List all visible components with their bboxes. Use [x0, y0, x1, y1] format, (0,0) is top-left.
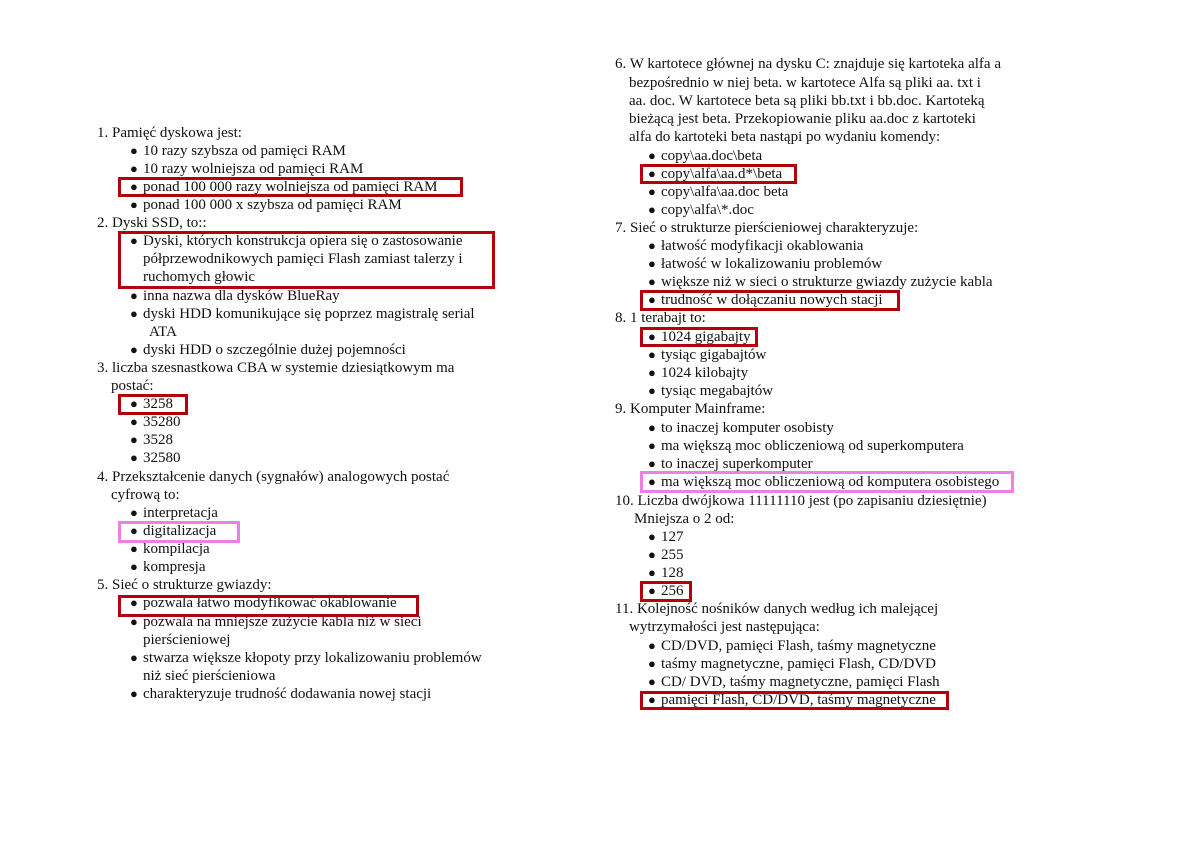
bullet-icon: ●: [648, 529, 656, 544]
bullet-icon: ●: [648, 674, 656, 689]
question-line: [629, 74, 981, 92]
line-text: 9. Komputer Mainframe:: [615, 401, 766, 417]
bullet-icon: ●: [130, 541, 138, 556]
line-text: 6. W kartotece głównej na dysku C: znajduje się kartoteka alfa a: [615, 56, 1001, 72]
question-line: [615, 55, 1001, 73]
bullet-icon: ●: [648, 238, 656, 253]
line-text: 5. Sieć o strukturze gwiazdy:: [97, 577, 272, 593]
question-line: [143, 250, 462, 268]
line-text: tysiąc gigabajtów: [661, 347, 767, 363]
line-text: tysiąc megabajtów: [661, 383, 774, 399]
line-text: 10. Liczba dwójkowa 11111110 jest (po zapisaniu dziesiętnie): [615, 493, 987, 509]
line-text: taśmy magnetyczne, pamięci Flash, CD/DVD: [661, 656, 936, 672]
answer-option: [648, 291, 883, 309]
answer-option: [648, 473, 999, 491]
line-text: dyski HDD komunikujące się poprzez magistralę serial: [143, 306, 475, 322]
bullet-icon: ●: [130, 432, 138, 447]
line-text: alfa do kartoteki beta nastąpi po wydaniu komendy:: [629, 129, 941, 145]
line-text: Mniejsza o 2 od:: [634, 511, 735, 527]
question-line: [143, 268, 255, 286]
line-text: to inaczej komputer osobisty: [661, 420, 834, 436]
answer-option: [648, 147, 762, 165]
bullet-icon: ●: [130, 197, 138, 212]
question-line: [629, 110, 976, 128]
question-line: [149, 323, 177, 341]
bullet-icon: ●: [130, 595, 138, 610]
line-text: ponad 100 000 x szybsza od pamięci RAM: [143, 197, 402, 213]
line-text: postać:: [111, 378, 154, 394]
line-text: 7. Sieć o strukturze pierścieniowej charakteryzuje:: [615, 220, 919, 236]
bullet-icon: ●: [130, 143, 138, 158]
bullet-icon: ●: [648, 456, 656, 471]
answer-option: [648, 364, 748, 382]
answer-option: [648, 273, 993, 291]
bullet-icon: ●: [648, 420, 656, 435]
question-line: [615, 219, 918, 237]
answer-option: [648, 382, 773, 400]
line-text: 2. Dyski SSD, to::: [97, 215, 207, 231]
line-text: 1024 gigabajty: [661, 329, 751, 345]
line-text: pierścieniowej: [143, 632, 231, 648]
line-text: CD/DVD, pamięci Flash, taśmy magnetyczne: [661, 638, 936, 654]
question-line: [629, 128, 940, 146]
line-text: niż sieć pierścieniowa: [143, 668, 276, 684]
answer-option: [130, 522, 216, 540]
question-line: [615, 600, 938, 618]
line-text: ruchomych głowic: [143, 269, 256, 285]
line-text: kompresja: [143, 559, 206, 575]
line-text: ATA: [149, 324, 177, 340]
answer-option: [648, 455, 813, 473]
bullet-icon: ●: [130, 686, 138, 701]
line-text: 1024 kilobajty: [661, 365, 749, 381]
question-line: [634, 510, 734, 528]
answer-option: [648, 237, 863, 255]
line-text: copy\alfa\aa.doc beta: [661, 184, 789, 200]
answer-option: [130, 431, 173, 449]
bullet-icon: ●: [648, 274, 656, 289]
bullet-icon: ●: [648, 148, 656, 163]
bullet-icon: ●: [130, 396, 138, 411]
question-line: [111, 486, 180, 504]
question-line: [97, 576, 272, 594]
answer-option: [648, 419, 834, 437]
question-line: [97, 214, 207, 232]
answer-option: [130, 540, 210, 558]
line-text: 11. Kolejność nośników danych według ich malejącej: [615, 601, 939, 617]
bullet-icon: ●: [130, 450, 138, 465]
line-text: trudność w dołączaniu nowych stacji: [661, 292, 883, 308]
bullet-icon: ●: [648, 166, 656, 181]
question-line: [629, 618, 820, 636]
bullet-icon: ●: [130, 179, 138, 194]
answer-option: [130, 196, 402, 214]
line-text: pozwala łatwo modyfikować okablowanie: [143, 595, 397, 611]
line-text: stwarza większe kłopoty przy lokalizowaniu problemów: [143, 650, 482, 666]
line-text: Dyski, których konstrukcja opiera się o zastosowanie: [143, 233, 463, 249]
line-text: większe niż w sieci o strukturze gwiazdy zużycie kabla: [661, 274, 993, 290]
answer-option: [648, 346, 766, 364]
answer-option: [130, 287, 340, 305]
bullet-icon: ●: [130, 414, 138, 429]
bullet-icon: ●: [648, 474, 656, 489]
bullet-icon: ●: [648, 547, 656, 562]
line-text: 32580: [143, 450, 181, 466]
answer-option: [648, 582, 684, 600]
line-text: bieżącą jest beta. Przekopiowanie pliku aa.doc z kartoteki: [629, 111, 976, 127]
question-line: [97, 359, 454, 377]
line-text: interpretacja: [143, 505, 218, 521]
answer-option: [648, 691, 936, 709]
line-text: 3258: [143, 396, 173, 412]
answer-option: [648, 165, 782, 183]
line-text: 256: [661, 583, 684, 599]
line-text: ma większą moc obliczeniową od komputera osobistego: [661, 474, 1000, 490]
line-text: cyfrową to:: [111, 487, 180, 503]
bullet-icon: ●: [648, 583, 656, 598]
line-text: 8. 1 terabajt to:: [615, 310, 706, 326]
answer-option: [648, 183, 788, 201]
line-text: 10 razy szybsza od pamięci RAM: [143, 143, 346, 159]
line-text: 35280: [143, 414, 181, 430]
bullet-icon: ●: [130, 505, 138, 520]
answer-option: [648, 201, 754, 219]
bullet-icon: ●: [648, 383, 656, 398]
line-text: CD/ DVD, taśmy magnetyczne, pamięci Flash: [661, 674, 940, 690]
answer-option: [648, 637, 936, 655]
line-text: copy\aa.doc\beta: [661, 148, 763, 164]
question-line: [615, 309, 706, 327]
line-text: ponad 100 000 razy wolniejsza od pamięci RAM: [143, 179, 438, 195]
line-text: aa. doc. W kartotece beta są pliki bb.txt i bb.doc. Kartoteką: [629, 93, 985, 109]
line-text: 3528: [143, 432, 173, 448]
line-text: wytrzymałości jest następująca:: [629, 619, 820, 635]
bullet-icon: ●: [648, 202, 656, 217]
answer-option: [130, 395, 173, 413]
bullet-icon: ●: [130, 233, 138, 248]
bullet-icon: ●: [648, 347, 656, 362]
question-line: [615, 400, 765, 418]
answer-option: [130, 613, 422, 631]
line-text: 127: [661, 529, 684, 545]
bullet-icon: ●: [130, 161, 138, 176]
line-text: kompilacja: [143, 541, 210, 557]
answer-option: [648, 655, 936, 673]
answer-option: [648, 673, 940, 691]
answer-option: [130, 413, 181, 431]
bullet-icon: ●: [648, 638, 656, 653]
question-line: [615, 492, 987, 510]
line-text: łatwość w lokalizowaniu problemów: [661, 256, 883, 272]
answer-option: [130, 178, 438, 196]
answer-option: [648, 255, 882, 273]
line-text: dyski HDD o szczególnie dużej pojemności: [143, 342, 406, 358]
bullet-icon: ●: [130, 288, 138, 303]
answer-option: [648, 546, 684, 564]
bullet-icon: ●: [130, 306, 138, 321]
bullet-icon: ●: [648, 565, 656, 580]
line-text: pamięci Flash, CD/DVD, taśmy magnetyczne: [661, 692, 936, 708]
answer-option: [648, 328, 751, 346]
question-line: [629, 92, 985, 110]
question-line: [143, 631, 230, 649]
answer-option: [648, 564, 684, 582]
bullet-icon: ●: [648, 184, 656, 199]
line-text: ma większą moc obliczeniową od superkomputera: [661, 438, 964, 454]
question-line: [143, 667, 275, 685]
answer-option: [130, 160, 363, 178]
line-text: bezpośrednio w niej beta. w kartotece Alfa są pliki aa. txt i: [629, 75, 981, 91]
answer-option: [130, 305, 475, 323]
bullet-icon: ●: [648, 656, 656, 671]
bullet-icon: ●: [648, 256, 656, 271]
answer-option: [130, 504, 218, 522]
bullet-icon: ●: [648, 292, 656, 307]
answer-option: [130, 449, 181, 467]
line-text: to inaczej superkomputer: [661, 456, 813, 472]
question-line: [97, 124, 242, 142]
line-text: 1. Pamięć dyskowa jest:: [97, 125, 242, 141]
bullet-icon: ●: [130, 559, 138, 574]
question-line: [111, 377, 154, 395]
line-text: copy\alfa\*.doc: [661, 202, 754, 218]
bullet-icon: ●: [130, 650, 138, 665]
line-text: półprzewodnikowych pamięci Flash zamiast talerzy i: [143, 251, 463, 267]
answer-option: [130, 341, 406, 359]
line-text: 255: [661, 547, 684, 563]
bullet-icon: ●: [648, 438, 656, 453]
bullet-icon: ●: [130, 342, 138, 357]
line-text: łatwość modyfikacji okablowania: [661, 238, 864, 254]
line-text: 128: [661, 565, 684, 581]
question-line: [97, 468, 449, 486]
bullet-icon: ●: [648, 365, 656, 380]
answer-option: [130, 649, 482, 667]
line-text: charakteryzuje trudność dodawania nowej stacji: [143, 686, 432, 702]
line-text: 3. liczba szesnastkowa CBA w systemie dziesiątkowym ma: [97, 360, 455, 376]
line-text: pozwala na mniejsze zużycie kabla niż w sieci: [143, 614, 422, 630]
line-text: copy\alfa\aa.d*\beta: [661, 166, 783, 182]
bullet-icon: ●: [130, 614, 138, 629]
answer-option: [130, 594, 397, 612]
line-text: 4. Przekształcenie danych (sygnałów) analogowych postać: [97, 469, 450, 485]
bullet-icon: ●: [648, 692, 656, 707]
answer-option: [648, 528, 684, 546]
line-text: 10 razy wolniejsza od pamięci RAM: [143, 161, 364, 177]
answer-option: [130, 558, 205, 576]
answer-option: [130, 142, 346, 160]
bullet-icon: ●: [130, 523, 138, 538]
line-text: digitalizacja: [143, 523, 217, 539]
answer-option: [130, 232, 463, 250]
answer-option: [130, 685, 431, 703]
answer-option: [648, 437, 964, 455]
line-text: inna nazwa dla dysków BlueRay: [143, 288, 340, 304]
bullet-icon: ●: [648, 329, 656, 344]
